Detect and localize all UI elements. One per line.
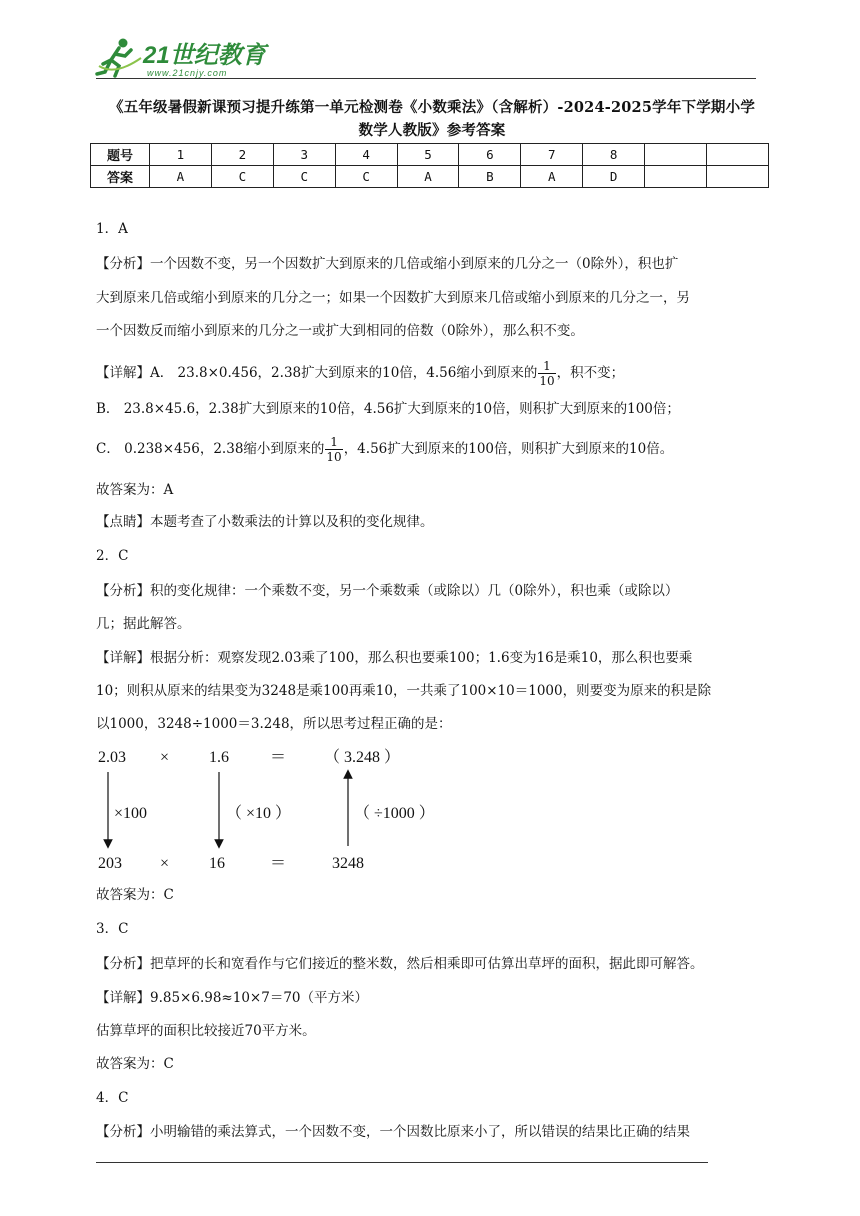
table-cell: 4 [335, 144, 397, 166]
q1-analysis-line-1: 【分析】一个因数不变，另一个因数扩大到原来的几倍或缩小到原来的几分之一（0除外），积也扩 [96, 256, 679, 272]
diagram-arrow1-label: ×100 [114, 805, 148, 822]
table-cell: 7 [521, 144, 583, 166]
runner-icon [97, 39, 141, 77]
q3-analysis: 【分析】把草坪的长和宽看作与它们接近的整米数，然后相乘即可估算出草坪的面积，据此即可解答。 [96, 956, 704, 972]
table-cell [645, 166, 707, 188]
q1-detail-a-tail: ，积不变； [556, 365, 625, 381]
fraction-denominator: 10 [326, 450, 342, 464]
diagram-bottom-factor-a: 203 [98, 855, 122, 872]
title-line-2: 数学人教版》参考答案 [358, 122, 506, 139]
table-cell [707, 144, 769, 166]
table-cell: 6 [459, 144, 521, 166]
fraction-numerator: 1 [325, 435, 342, 450]
q2-analysis-line-2: 几；据此解答。 [96, 616, 191, 632]
diagram-top-factor-b: 1.6 [209, 749, 229, 766]
q4-heading: 4．C [96, 1090, 129, 1106]
diagram-arrow2-label: （ ×10 ） [226, 805, 292, 822]
diagram-bottom-product: 3248 [332, 855, 364, 872]
q3-heading: 3．C [96, 921, 129, 937]
brand-logo [95, 36, 295, 80]
q2-heading: 2．C [96, 548, 129, 564]
table-cell: A [150, 166, 212, 188]
diagram-bottom-equals: ＝ [270, 855, 287, 872]
logo-url: www.21cnjy.com [147, 68, 228, 78]
fraction [325, 435, 342, 464]
table-cell: C [335, 166, 397, 188]
document-title [96, 96, 768, 142]
table-cell [645, 144, 707, 166]
q2-analysis-line-1: 【分析】积的变化规律：一个乘数不变，另一个乘数乘（或除以）几（0除外），积也乘（或除以） [96, 583, 679, 599]
table-cell: A [521, 166, 583, 188]
answer-table [90, 143, 769, 188]
q1-analysis-line-2: 大到原来几倍或缩小到原来的几分之一；如果一个因数扩大到原来几倍或缩小到原来的几分之一，另 [96, 290, 690, 306]
table-cell: D [583, 166, 645, 188]
q1-detail-c-tail: ，4.56扩大到原来的100倍，则积扩大到原来的10倍。 [343, 441, 674, 457]
table-cell: B [459, 166, 521, 188]
table-cell: 5 [397, 144, 459, 166]
table-cell: C [273, 166, 335, 188]
table-header-cell: 题号 [91, 144, 150, 166]
table-row-answers [91, 166, 769, 188]
q2-answer: 故答案为：C [96, 887, 174, 903]
table-cell: C [211, 166, 273, 188]
q1-detail-a [96, 356, 624, 390]
diagram-top-equals: ＝ [270, 749, 287, 766]
fraction-numerator: 1 [538, 359, 555, 374]
q2-detail-line-1: 【详解】根据分析：观察发现2.03乘了100，那么积也要乘100；1.6变为16是乘10，那么积也要乘 [96, 650, 693, 666]
q1-answer: 故答案为：A [96, 482, 174, 498]
q1-detail-c [96, 432, 673, 466]
footer-rule [96, 1162, 708, 1163]
q3-line: 估算草坪的面积比较接近70平方米。 [96, 1023, 316, 1039]
q3-detail: 【详解】9.85×6.98≈10×7＝70（平方米） [96, 990, 368, 1006]
header-rule [96, 78, 756, 79]
table-cell [707, 166, 769, 188]
table-cell: 3 [273, 144, 335, 166]
fraction-denominator: 10 [539, 374, 555, 388]
table-cell: 2 [211, 144, 273, 166]
table-cell: 8 [583, 144, 645, 166]
diagram-top-factor-a: 2.03 [98, 749, 126, 766]
q1-detail-a-text: 【详解】A． 23.8×0.456，2.38扩大到原来的10倍，4.56缩小到原来的 [96, 365, 538, 381]
q3-answer: 故答案为：C [96, 1056, 174, 1072]
calculation-diagram [96, 742, 476, 876]
diagram-bottom-times: × [160, 855, 170, 872]
table-cell: 1 [150, 144, 212, 166]
diagram-top-times: × [160, 749, 170, 766]
q1-analysis-line-3: 一个因数反而缩小到原来的几分之一或扩大到相同的倍数（0除外），那么积不变。 [96, 323, 584, 339]
table-row-numbers [91, 144, 769, 166]
q1-comment: 【点睛】本题考查了小数乘法的计算以及积的变化规律。 [96, 514, 434, 530]
title-line-1: 《五年级暑假新课预习提升练第一单元检测卷《小数乘法》（含解析）-2024-2025学年下学期小学 [108, 99, 756, 116]
q4-analysis: 【分析】小明输错的乘法算式，一个因数不变，一个因数比原来小了，所以错误的结果比正确的结果 [96, 1124, 690, 1140]
table-cell: A [397, 166, 459, 188]
q1-detail-c-text: C． 0.238×456，2.38缩小到原来的 [96, 441, 325, 457]
logo-text: 21世纪教育 [143, 42, 266, 69]
q1-detail-b: B． 23.8×45.6，2.38扩大到原来的10倍，4.56扩大到原来的10倍，则积扩大到原来的100倍； [96, 401, 680, 417]
table-header-cell: 答案 [91, 166, 150, 188]
diagram-bottom-factor-b: 16 [209, 855, 225, 872]
q2-detail-line-2: 10；则积从原来的结果变为3248是乘100再乘10，一共乘了100×10＝1000，则要变为原来的积是除 [96, 683, 712, 699]
diagram-arrow3-label: （ ÷1000 ） [354, 805, 435, 822]
diagram-top-product: （ 3.248 ） [324, 749, 401, 766]
q2-detail-line-3: 以1000，3248÷1000＝3.248，所以思考过程正确的是： [96, 716, 452, 732]
q1-heading: 1．A [96, 221, 128, 237]
fraction [538, 359, 555, 388]
